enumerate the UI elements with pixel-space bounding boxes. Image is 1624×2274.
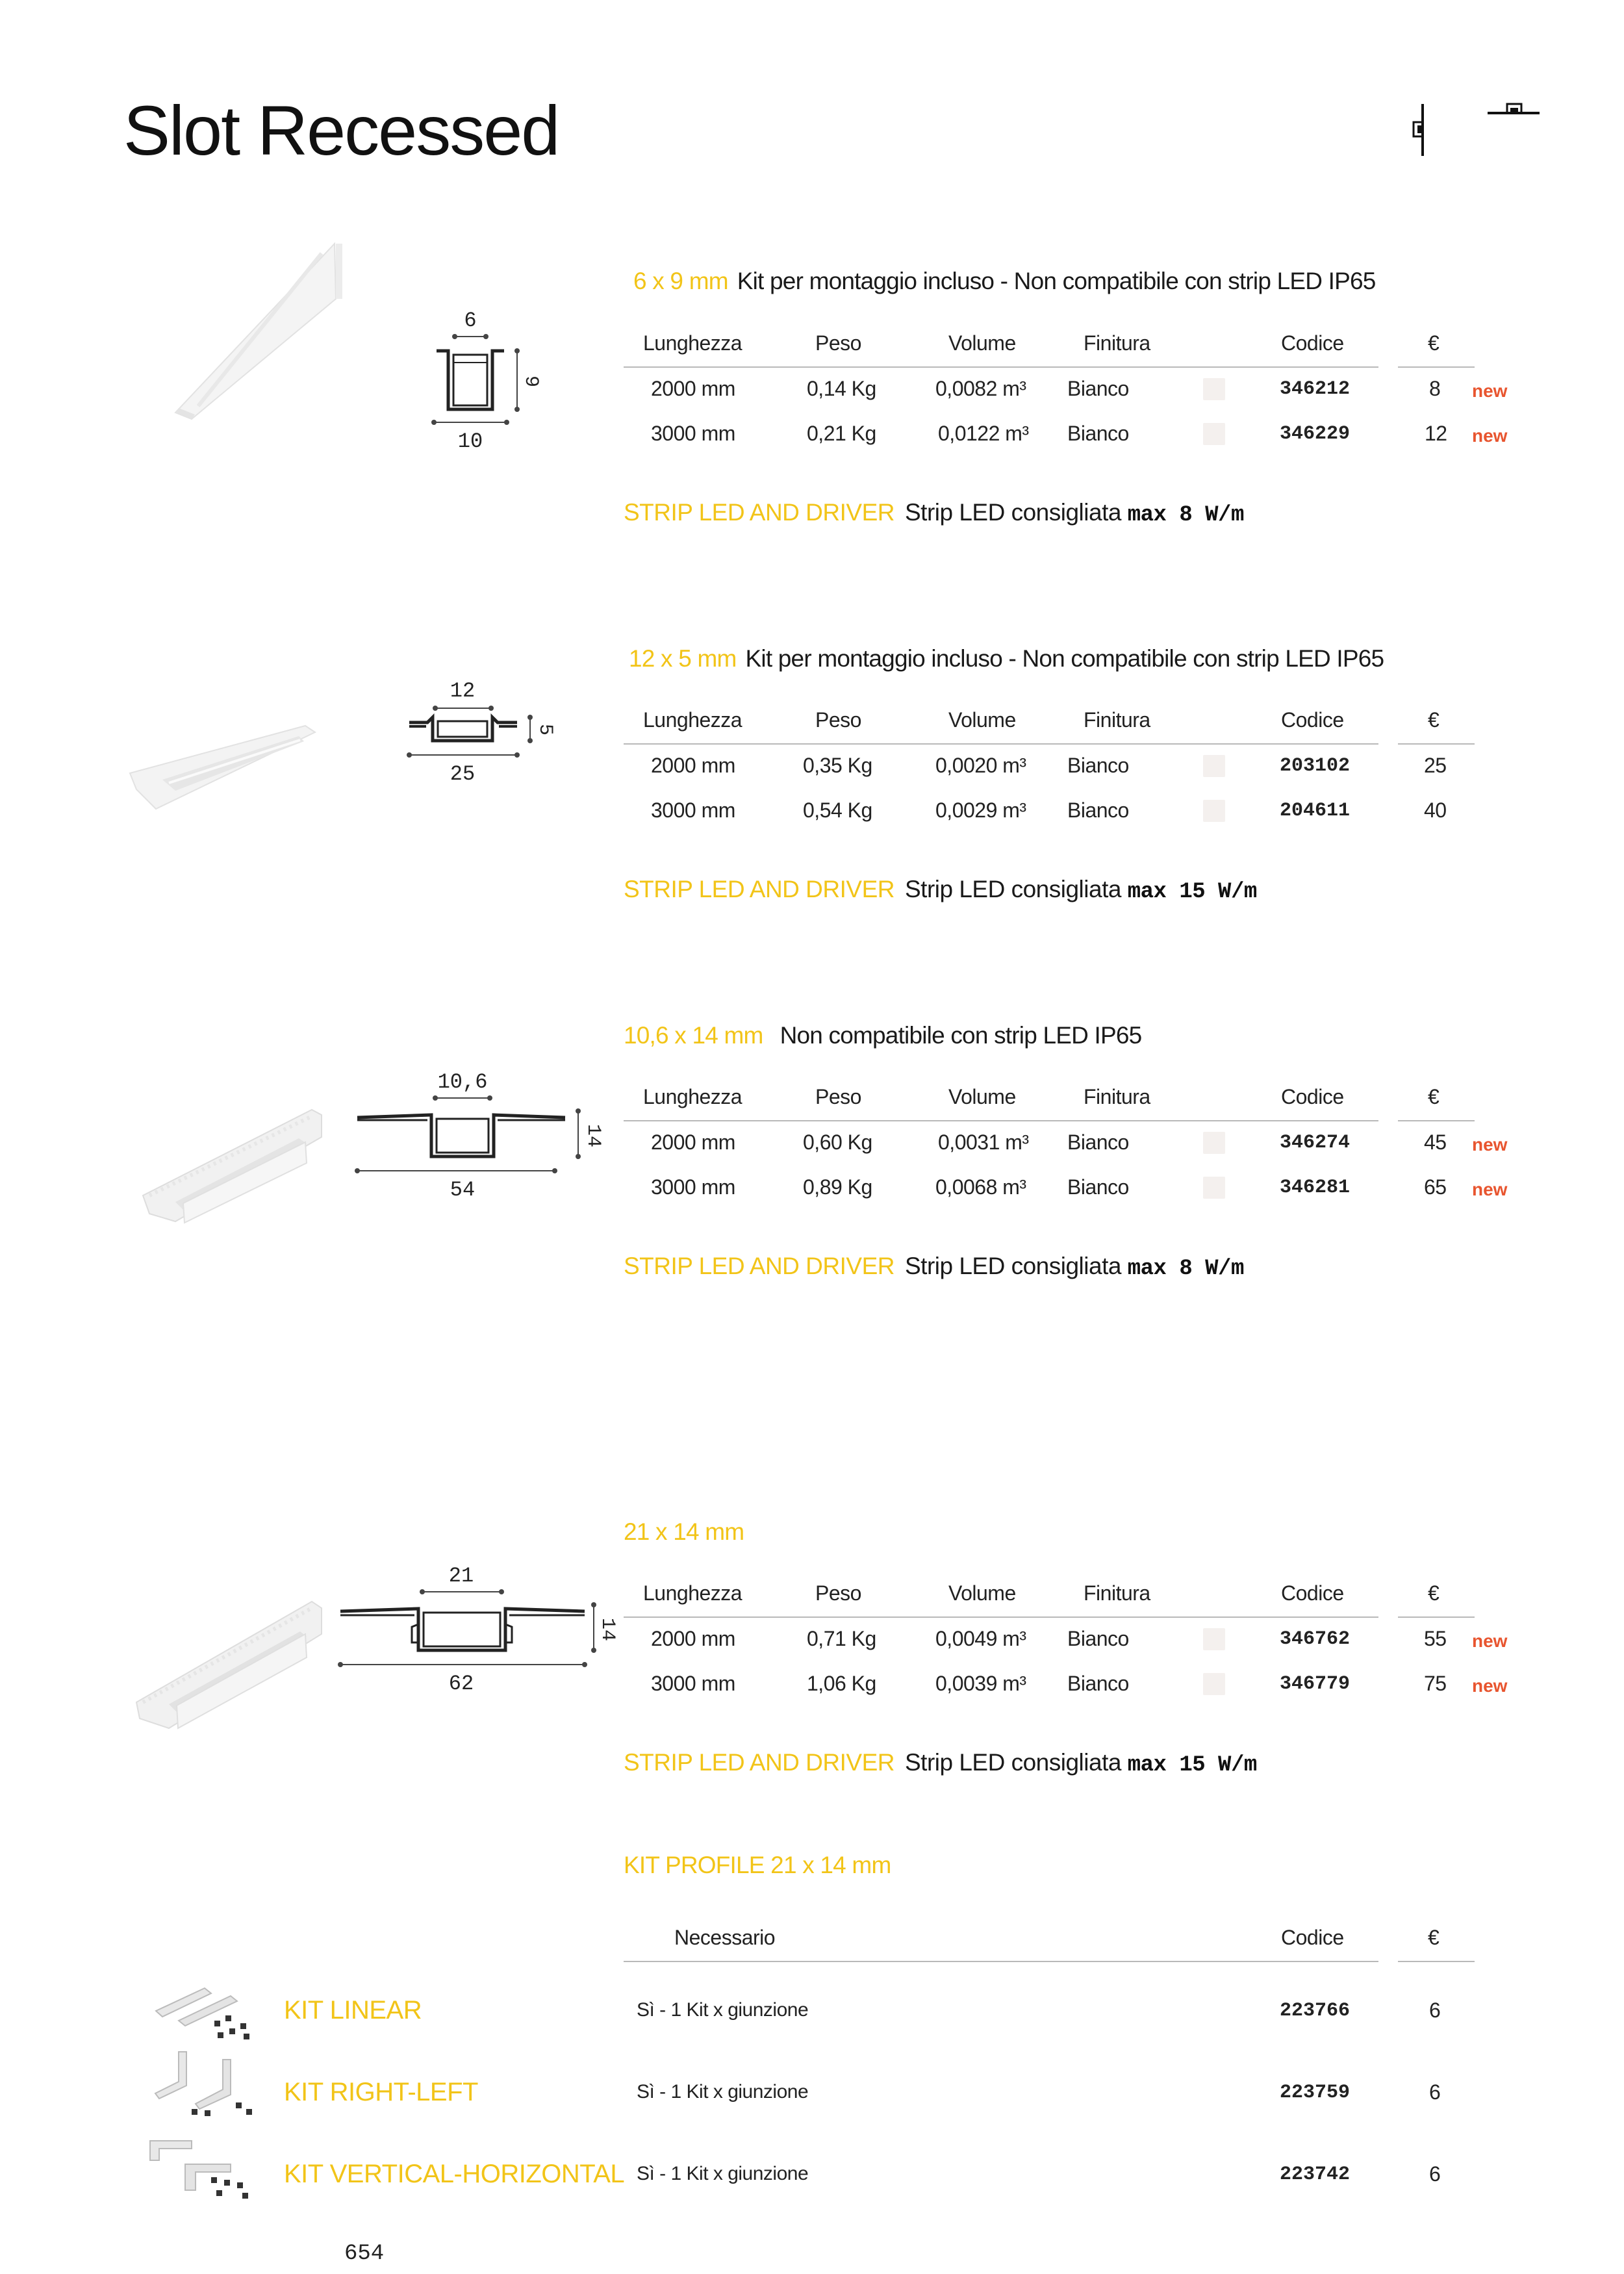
dim-side: 9 (520, 376, 542, 388)
col-header-volume: Volume (948, 708, 1016, 732)
finish-swatch (1203, 1628, 1225, 1650)
col-header-peso: Peso (815, 708, 861, 732)
col-header-finitura: Finitura (1084, 708, 1150, 732)
header-rule (624, 366, 1378, 368)
cell-volume: 0,0068 m³ (935, 1175, 1026, 1199)
header-rule (624, 743, 1378, 745)
cell-finitura: Bianco (1067, 798, 1129, 822)
header-rule-price (1398, 743, 1475, 745)
section-description: Kit per montaggio incluso - Non compatibile con strip LED IP65 (745, 645, 1384, 672)
profile-photo-6x9 (166, 240, 348, 422)
col-header-peso: Peso (815, 1581, 861, 1605)
page-number: 654 (344, 2242, 385, 2266)
header-rule (624, 1961, 1378, 1962)
col-header-necessario: Necessario (674, 1926, 776, 1949)
col-header-finitura: Finitura (1084, 331, 1150, 355)
col-header-peso: Peso (815, 1085, 861, 1108)
cell-codice: 346212 (1280, 378, 1351, 400)
cell-volume: 0,0082 m³ (935, 377, 1026, 400)
cell-peso: 0,35 Kg (803, 754, 872, 777)
strip-led-note (624, 876, 1257, 904)
cell-necessario: Sì - 1 Kit x giunzione (637, 1999, 809, 2021)
cell-finitura: Bianco (1067, 754, 1129, 777)
cross-section-drawing-10-6x14 (351, 1066, 624, 1208)
dim-top: 21 (448, 1564, 474, 1588)
cell-peso: 1,06 Kg (807, 1672, 876, 1695)
new-badge: new (1472, 381, 1508, 401)
col-header-peso: Peso (815, 331, 861, 355)
col-header-volume: Volume (948, 1581, 1016, 1605)
strip-max: max 8 W/m (1127, 503, 1244, 528)
section-description: Kit per montaggio incluso - Non compatibile con strip LED IP65 (737, 268, 1376, 294)
cell-price: 75 (1424, 1672, 1447, 1695)
strip-max: max 15 W/m (1127, 1753, 1257, 1778)
strip-max: max 8 W/m (1127, 1257, 1244, 1281)
dim-top: 12 (450, 679, 476, 703)
cell-finitura: Bianco (1067, 1131, 1129, 1154)
cell-finitura: Bianco (1067, 1672, 1129, 1695)
col-header-lunghezza: Lunghezza (643, 708, 742, 732)
strip-max: max 15 W/m (1127, 880, 1257, 904)
col-header-finitura: Finitura (1084, 1085, 1150, 1108)
cell-codice: 203102 (1280, 755, 1351, 777)
cell-codice: 223742 (1280, 2164, 1351, 2186)
cell-price: 40 (1424, 798, 1447, 822)
cell-lunghezza: 2000 mm (651, 377, 735, 400)
strip-led-note (624, 499, 1244, 528)
col-header-codice: Codice (1281, 1085, 1344, 1108)
header-rule-price (1398, 1961, 1475, 1962)
section-heading (624, 1022, 1141, 1049)
cell-price: 55 (1424, 1627, 1447, 1650)
dim-side: 14 (582, 1124, 604, 1148)
cell-finitura: Bianco (1067, 1175, 1129, 1199)
dim-top: 6 (464, 309, 477, 333)
recessed-wall-icon (1410, 104, 1436, 156)
cell-codice: 346762 (1280, 1628, 1351, 1650)
finish-swatch (1203, 1177, 1225, 1199)
cell-lunghezza: 2000 mm (651, 754, 735, 777)
kit-vertical-horizontal-image (146, 2134, 257, 2203)
cell-peso: 0,60 Kg (803, 1131, 872, 1154)
cell-codice: 346281 (1280, 1177, 1351, 1199)
new-badge: new (1472, 426, 1508, 446)
profile-photo-10-6x14 (136, 1105, 325, 1225)
col-header-price: € (1428, 1581, 1440, 1605)
cell-price: 45 (1424, 1131, 1447, 1154)
section-heading (629, 645, 1384, 672)
header-rule (624, 1120, 1378, 1121)
strip-label: STRIP LED AND DRIVER (624, 876, 894, 902)
cell-necessario: Sì - 1 Kit x giunzione (637, 2081, 809, 2102)
col-header-price: € (1428, 1085, 1440, 1108)
cross-section-drawing-6x9 (403, 305, 546, 455)
col-header-price: € (1428, 708, 1440, 732)
cell-volume: 0,0122 m³ (938, 422, 1029, 445)
strip-led-note (624, 1749, 1257, 1778)
section-size: 21 x 14 mm (624, 1518, 744, 1545)
cell-lunghezza: 3000 mm (651, 798, 735, 822)
cell-peso: 0,89 Kg (803, 1175, 872, 1199)
strip-text: Strip LED consigliata (904, 1253, 1121, 1279)
finish-swatch (1203, 1132, 1225, 1154)
cell-volume: 0,0039 m³ (935, 1672, 1026, 1695)
strip-text: Strip LED consigliata (904, 876, 1121, 902)
cell-price: 8 (1429, 377, 1441, 400)
profile-photo-21x14 (130, 1595, 325, 1731)
cell-codice: 204611 (1280, 800, 1351, 822)
finish-swatch (1203, 800, 1225, 822)
dim-side: 14 (596, 1618, 618, 1642)
cell-volume: 0,0029 m³ (935, 798, 1026, 822)
strip-label: STRIP LED AND DRIVER (624, 499, 894, 526)
cell-lunghezza: 3000 mm (651, 422, 735, 445)
header-rule (624, 1616, 1378, 1618)
header-rule-price (1398, 1120, 1475, 1121)
section-description: Non compatibile con strip LED IP65 (780, 1022, 1142, 1049)
kit-name: KIT VERTICAL-HORIZONTAL (284, 2160, 625, 2188)
col-header-codice: Codice (1281, 331, 1344, 355)
finish-swatch (1203, 423, 1225, 445)
cell-peso: 0,21 Kg (807, 422, 876, 445)
new-badge: new (1472, 1179, 1508, 1199)
cell-necessario: Sì - 1 Kit x giunzione (637, 2163, 809, 2184)
finish-swatch (1203, 378, 1225, 400)
header-rule-price (1398, 1616, 1475, 1618)
new-badge: new (1472, 1631, 1508, 1651)
cell-codice: 223759 (1280, 2082, 1351, 2104)
col-header-volume: Volume (948, 331, 1016, 355)
page-title: Slot Recessed (123, 91, 559, 170)
cross-section-drawing-12x5 (396, 676, 565, 799)
cell-price: 25 (1424, 754, 1447, 777)
cell-finitura: Bianco (1067, 422, 1129, 445)
cell-price: 6 (1429, 2080, 1441, 2104)
cell-lunghezza: 2000 mm (651, 1131, 735, 1154)
dim-bottom: 25 (450, 762, 476, 786)
new-badge: new (1472, 1676, 1508, 1696)
cell-codice: 346779 (1280, 1673, 1351, 1695)
col-header-lunghezza: Lunghezza (643, 331, 742, 355)
cell-lunghezza: 3000 mm (651, 1672, 735, 1695)
cell-codice: 223766 (1280, 2000, 1351, 2022)
finish-swatch (1203, 755, 1225, 777)
cell-finitura: Bianco (1067, 377, 1129, 400)
kit-name: KIT LINEAR (284, 1996, 422, 2025)
cell-volume: 0,0049 m³ (935, 1627, 1026, 1650)
cell-peso: 0,71 Kg (807, 1627, 876, 1650)
strip-led-note (624, 1253, 1244, 1281)
col-header-price: € (1428, 331, 1440, 355)
cell-volume: 0,0020 m³ (935, 754, 1026, 777)
col-header-lunghezza: Lunghezza (643, 1581, 742, 1605)
cell-codice: 346274 (1280, 1132, 1351, 1154)
strip-text: Strip LED consigliata (904, 499, 1121, 526)
col-header-finitura: Finitura (1084, 1581, 1150, 1605)
col-header-lunghezza: Lunghezza (643, 1085, 742, 1108)
finish-swatch (1203, 1673, 1225, 1695)
cell-lunghezza: 2000 mm (651, 1627, 735, 1650)
kit-title: KIT PROFILE 21 x 14 mm (624, 1852, 891, 1878)
dim-bottom: 10 (457, 429, 483, 454)
cell-peso: 0,14 Kg (807, 377, 876, 400)
col-header-price: € (1428, 1926, 1440, 1949)
col-header-codice: Codice (1281, 708, 1344, 732)
cell-price: 65 (1424, 1175, 1447, 1199)
kit-right-left-image (153, 2047, 257, 2121)
dim-bottom: 54 (450, 1178, 476, 1202)
cell-price: 12 (1425, 422, 1447, 445)
cell-volume: 0,0031 m³ (938, 1131, 1029, 1154)
cell-price: 6 (1429, 1999, 1441, 2022)
col-header-volume: Volume (948, 1085, 1016, 1108)
strip-label: STRIP LED AND DRIVER (624, 1253, 894, 1279)
section-heading (624, 1518, 744, 1546)
new-badge: new (1472, 1134, 1508, 1155)
section-size: 6 x 9 mm (633, 268, 728, 294)
dim-bottom: 62 (448, 1672, 474, 1696)
cell-codice: 346229 (1280, 423, 1351, 445)
kit-linear-image (153, 1975, 257, 2043)
cell-lunghezza: 3000 mm (651, 1175, 735, 1199)
dim-side: 5 (534, 724, 556, 736)
profile-photo-12x5 (123, 718, 318, 815)
kit-name: KIT RIGHT-LEFT (284, 2078, 478, 2106)
cell-price: 6 (1429, 2162, 1441, 2186)
col-header-codice: Codice (1281, 1926, 1344, 1949)
section-heading (633, 268, 1376, 295)
strip-text: Strip LED consigliata (904, 1749, 1121, 1776)
col-header-codice: Codice (1281, 1581, 1344, 1605)
cell-finitura: Bianco (1067, 1627, 1129, 1650)
dim-top: 10,6 (437, 1070, 488, 1094)
section-size: 12 x 5 mm (629, 645, 737, 672)
recessed-ceiling-icon (1488, 103, 1540, 122)
cross-section-drawing-21x14 (331, 1559, 624, 1702)
cell-peso: 0,54 Kg (803, 798, 872, 822)
header-rule-price (1398, 366, 1475, 368)
strip-label: STRIP LED AND DRIVER (624, 1749, 894, 1776)
section-size: 10,6 x 14 mm (624, 1022, 763, 1049)
